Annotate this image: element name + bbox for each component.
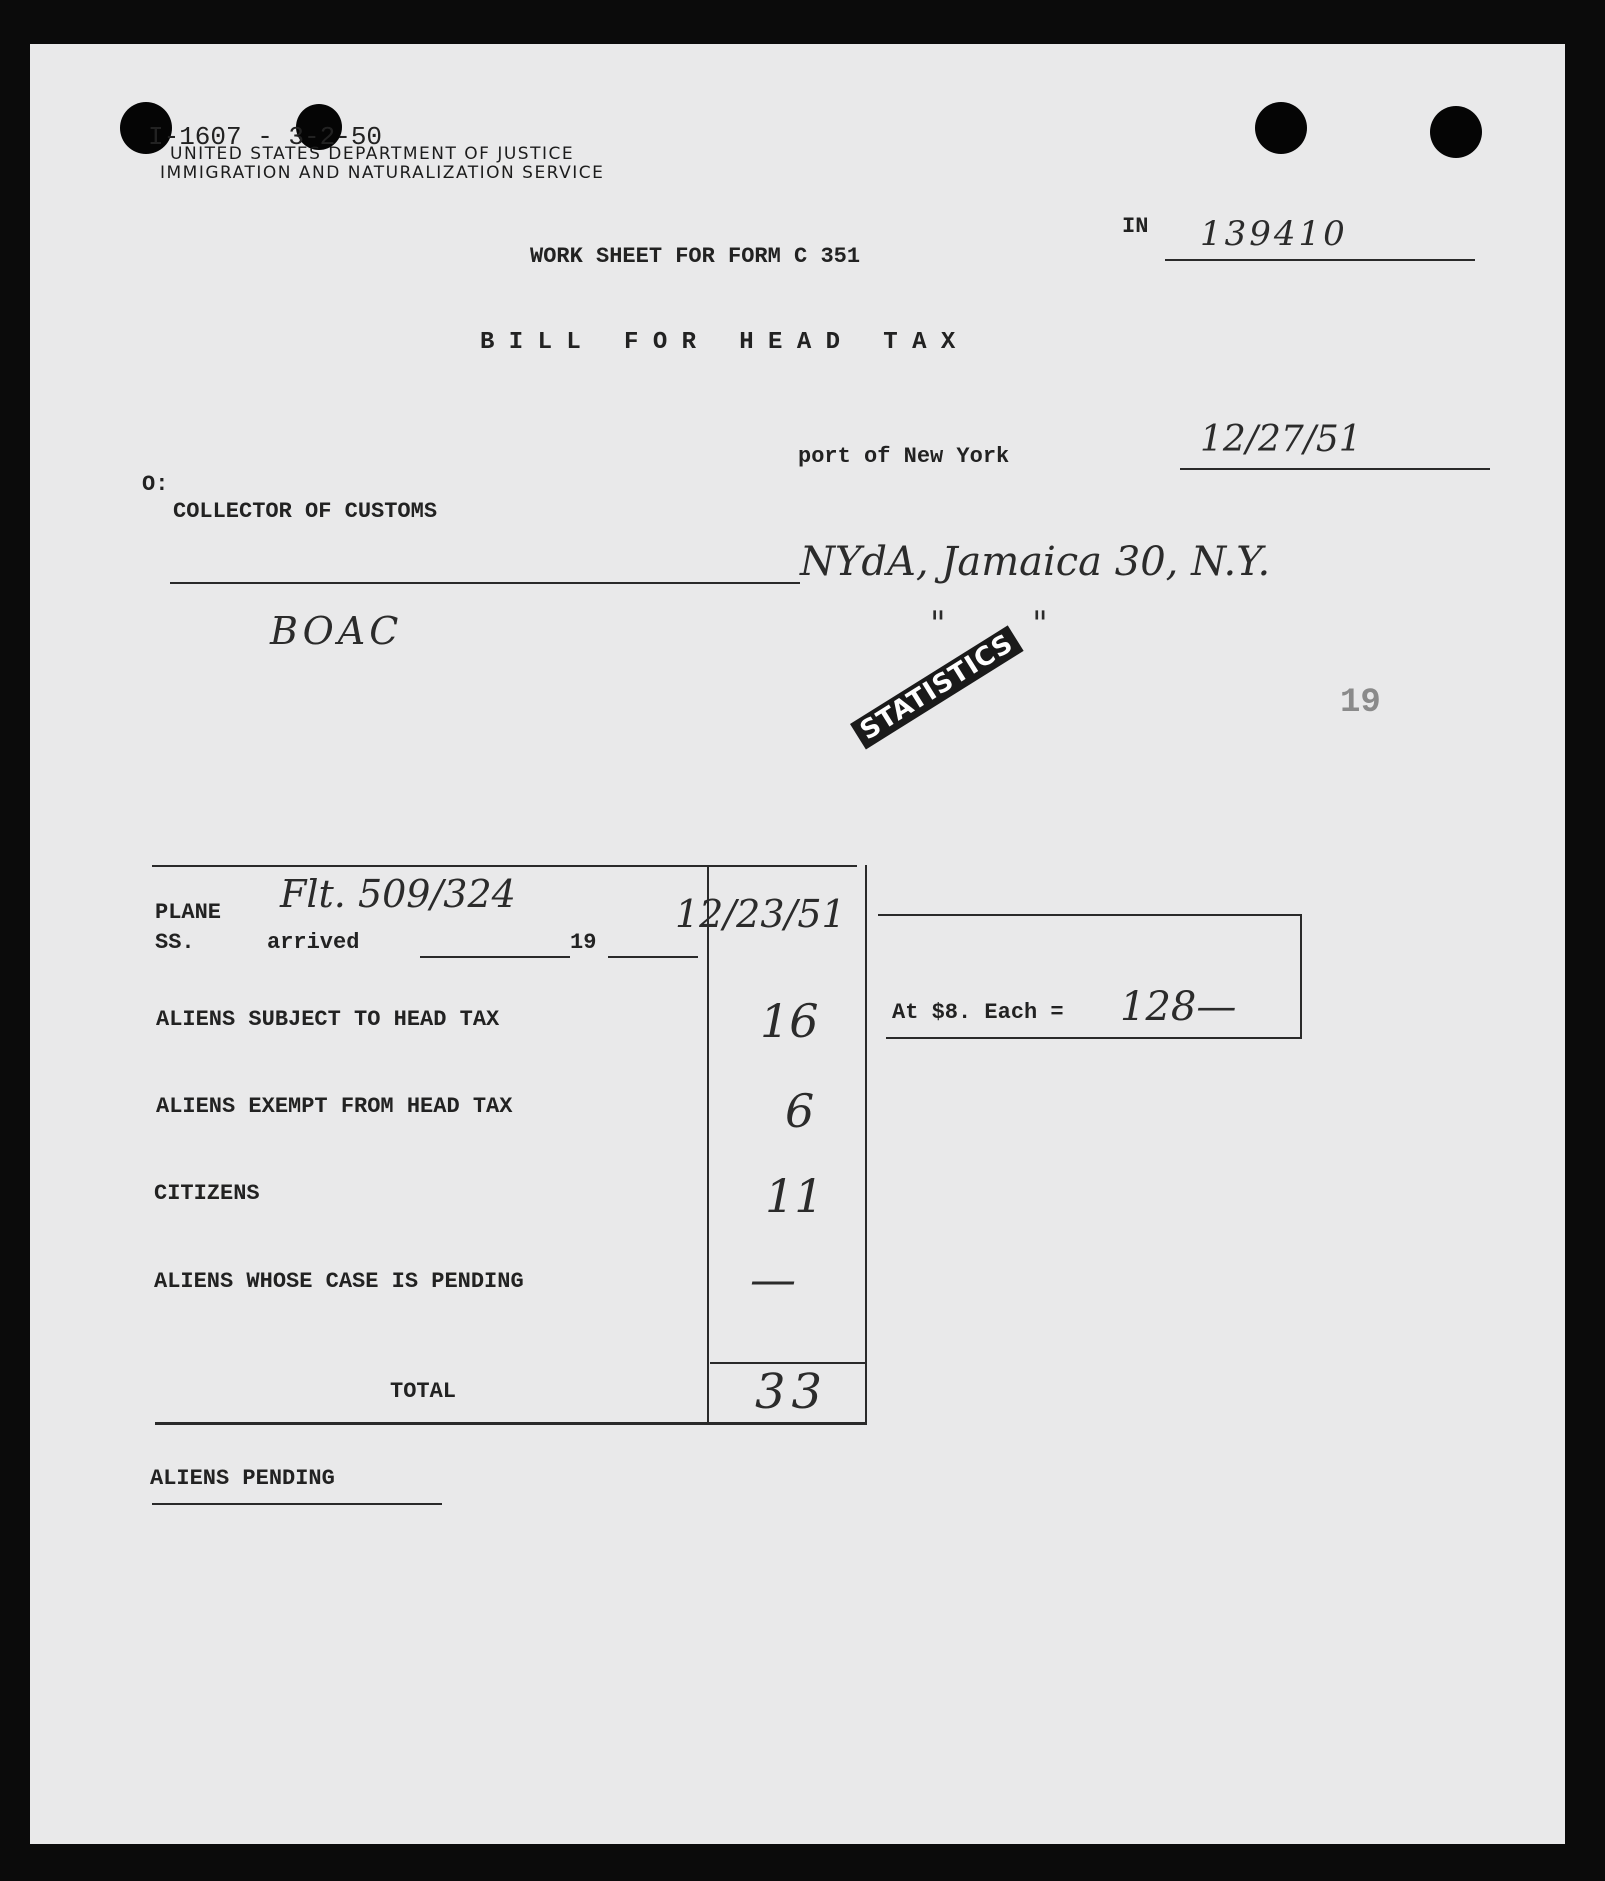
port-label: port of New York (798, 444, 1010, 469)
row-value-pending: — (750, 1252, 796, 1306)
in-number: 139410 (1200, 214, 1348, 254)
row-value-citizens: 11 (765, 1169, 824, 1223)
row-label-exempt: ALIENS EXEMPT FROM HEAD TAX (156, 1094, 513, 1119)
arrived-label: arrived (267, 930, 360, 955)
dept-line: UNITED STATES DEPARTMENT OF JUSTICE (170, 144, 575, 164)
ditto-marks: " " (930, 604, 1048, 644)
total-value: 33 (755, 1364, 829, 1420)
table-top-rule (152, 865, 857, 867)
punch-hole-right-1 (1255, 102, 1307, 154)
arrived-underline-2 (608, 956, 698, 958)
location-handwritten: NYdA, Jamaica 30, N.Y. (800, 539, 1271, 585)
total-label: TOTAL (390, 1379, 457, 1404)
in-label: IN (1122, 214, 1149, 239)
plane-label: PLANE (155, 900, 222, 925)
fee-box-top (878, 914, 1302, 916)
flight-handwritten: Flt. 509/324 (280, 872, 516, 916)
fee-label: At $8. Each = (892, 1000, 1064, 1025)
aliens-pending-label: ALIENS PENDING (150, 1466, 335, 1491)
column-left-border (707, 865, 709, 1424)
form-code: I-1607 - 3-2-50 (148, 122, 383, 152)
arrival-date-handwritten: 12/23/51 (675, 892, 846, 936)
collector-underline (170, 582, 800, 584)
worksheet-page (30, 44, 1565, 1844)
to-label: O: (142, 472, 169, 497)
bill-title: B I L L F O R H E A D T A X (480, 329, 956, 356)
arrived-underline-1 (420, 956, 570, 958)
table-bottom-rule (155, 1422, 867, 1425)
row-value-subject: 16 (760, 994, 819, 1048)
row-label-citizens: CITIZENS (154, 1181, 260, 1206)
column-right-border (865, 865, 867, 1424)
collector-label: COLLECTOR OF CUSTOMS (173, 499, 438, 524)
fee-amount: 128— (1120, 984, 1237, 1030)
company-handwritten: BOAC (270, 609, 403, 653)
date-handwritten: 12/27/51 (1200, 419, 1362, 460)
date-underline (1180, 468, 1490, 470)
punch-hole-right-2 (1430, 106, 1482, 158)
worksheet-title: WORK SHEET FOR FORM C 351 (530, 244, 861, 269)
faded-date: 19 (1340, 684, 1381, 722)
statistics-stamp: STATISTICS (850, 625, 1024, 749)
fee-box-bottom (886, 1037, 1302, 1039)
row-label-subject: ALIENS SUBJECT TO HEAD TAX (156, 1007, 500, 1032)
service-line: IMMIGRATION AND NATURALIZATION SERVICE (160, 163, 605, 183)
fee-box-right (1300, 914, 1302, 1039)
in-number-underline (1165, 259, 1475, 261)
row-value-exempt: 6 (785, 1084, 815, 1138)
aliens-pending-underline (152, 1503, 442, 1505)
year-prefix: 19 (570, 930, 597, 955)
ss-label: SS. (155, 930, 195, 955)
row-label-pending: ALIENS WHOSE CASE IS PENDING (154, 1269, 524, 1294)
